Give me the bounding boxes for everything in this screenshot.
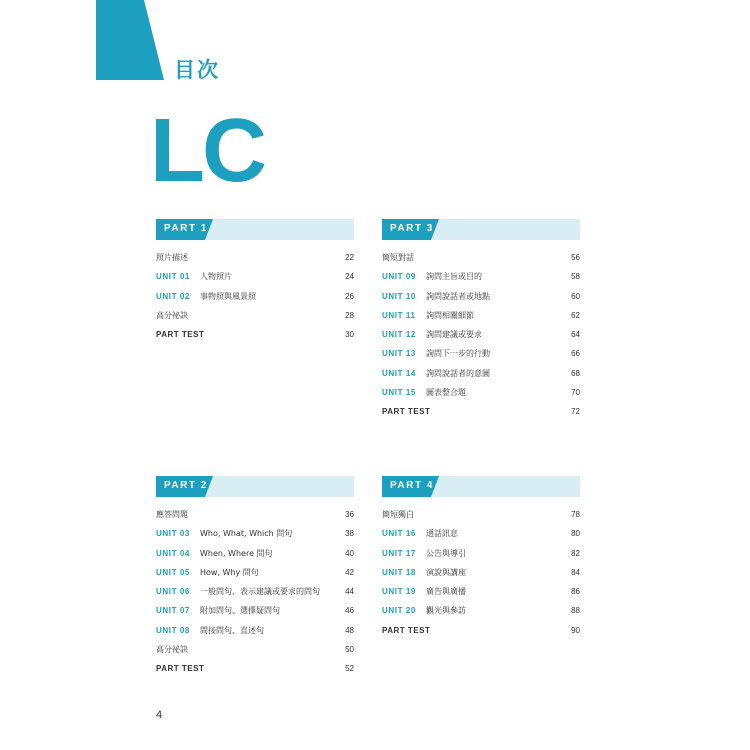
entry-page: 22 (345, 253, 354, 262)
toc-entry[interactable] (156, 605, 354, 624)
toc-entry[interactable] (156, 567, 354, 586)
toc-entry[interactable] (382, 387, 580, 406)
entry-title: 廣告與廣播 (426, 587, 466, 597)
entry-page: 50 (345, 645, 354, 655)
entry-page: 44 (345, 587, 354, 597)
entry-title: 詢問相關細節 (426, 310, 474, 320)
entry-title: How, Why 問句 (200, 567, 259, 577)
entry-title: 附加問句、選擇疑問句 (200, 606, 280, 616)
part-label: PART 4 (390, 480, 434, 491)
part-header (156, 476, 354, 497)
toc-entry[interactable] (382, 271, 580, 290)
part-header (156, 219, 354, 240)
section-part-1 (156, 219, 354, 348)
toc-entry[interactable] (382, 567, 580, 586)
toc-entry[interactable] (156, 271, 354, 290)
entry-page: 80 (571, 529, 580, 539)
toc-entry[interactable] (382, 605, 580, 624)
entry-page: 26 (345, 291, 354, 301)
entry-title: When, Where 問句 (200, 548, 273, 558)
part-label: PART 1 (164, 223, 208, 234)
entry-title: 詢問主旨或目的 (426, 272, 482, 282)
toc-entry[interactable] (382, 586, 580, 605)
page-number: 4 (156, 709, 163, 721)
part-header (382, 219, 580, 240)
toc-entry[interactable] (156, 625, 354, 644)
entry-page: 30 (345, 330, 354, 340)
toc-entry[interactable] (156, 586, 354, 605)
toc-entry[interactable] (382, 348, 580, 367)
toc-entry[interactable] (382, 329, 580, 348)
unit-number: UNIT 07 (156, 606, 190, 616)
entry-title: 公告與導引 (426, 548, 466, 558)
unit-number: UNIT 08 (156, 625, 190, 635)
entry-title: 詢問說話者的意圖 (426, 368, 490, 378)
unit-number: UNIT 10 (382, 291, 416, 301)
entry-title: 詢問建議或要求 (426, 330, 482, 340)
unit-number: UNIT 03 (156, 529, 190, 539)
toc-entry[interactable] (156, 528, 354, 547)
entry-page: 86 (571, 587, 580, 597)
entry-page: 24 (345, 272, 354, 282)
entry-title: PART TEST (156, 330, 205, 340)
entry-page: 38 (345, 529, 354, 539)
unit-number: UNIT 19 (382, 587, 416, 597)
entry-title: 應答問題 (156, 510, 188, 519)
unit-number: UNIT 16 (382, 529, 416, 539)
entry-page: 90 (571, 625, 580, 635)
unit-number: UNIT 04 (156, 548, 190, 558)
entry-title: 圖表整合題 (426, 388, 466, 398)
toc-entry[interactable] (156, 663, 354, 682)
entry-title: 高分祕訣 (156, 645, 188, 655)
entry-page: 82 (571, 548, 580, 558)
toc-title: 目次 (174, 58, 220, 82)
entry-page: 48 (345, 625, 354, 635)
toc-entry[interactable] (156, 548, 354, 567)
toc-entry[interactable] (156, 329, 354, 348)
entry-page: 60 (571, 291, 580, 301)
unit-number: UNIT 14 (382, 368, 416, 378)
entry-title: PART TEST (382, 407, 431, 417)
unit-number: UNIT 17 (382, 548, 416, 558)
toc-entry[interactable] (382, 548, 580, 567)
unit-number: UNIT 05 (156, 567, 190, 577)
entry-page: 78 (571, 510, 580, 519)
toc-entry[interactable] (382, 310, 580, 329)
entry-page: 42 (345, 567, 354, 577)
unit-number: UNIT 12 (382, 330, 416, 340)
part-label: PART 2 (164, 480, 208, 491)
part-label: PART 3 (390, 223, 434, 234)
section-part-3 (382, 219, 580, 426)
entry-title: Who, What, Which 問句 (200, 529, 293, 539)
toc-entry[interactable] (382, 406, 580, 425)
unit-number: UNIT 06 (156, 587, 190, 597)
toc-entry[interactable] (382, 509, 580, 528)
entry-page: 88 (571, 606, 580, 616)
entry-page: 52 (345, 664, 354, 674)
entry-title: 通話訊息 (426, 529, 458, 539)
entry-page: 66 (571, 349, 580, 359)
entry-title: 簡短對話 (382, 253, 414, 262)
toc-entry[interactable] (382, 291, 580, 310)
entry-title: PART TEST (156, 664, 205, 674)
entry-title: 高分祕訣 (156, 310, 188, 320)
entry-title: 事物照與風景照 (200, 291, 256, 301)
unit-number: UNIT 13 (382, 349, 416, 359)
entry-page: 56 (571, 253, 580, 262)
entry-title: 間接問句、直述句 (200, 625, 264, 635)
section-part-2 (156, 476, 354, 683)
entry-page: 36 (345, 510, 354, 519)
entry-page: 72 (571, 407, 580, 417)
part-header (382, 476, 580, 497)
section-part-4 (382, 476, 580, 644)
entry-title: 人物照片 (200, 272, 232, 282)
unit-number: UNIT 18 (382, 567, 416, 577)
toc-entry[interactable] (156, 509, 354, 528)
entry-page: 46 (345, 606, 354, 616)
entry-page: 70 (571, 388, 580, 398)
toc-entry[interactable] (382, 368, 580, 387)
toc-entry[interactable] (156, 252, 354, 271)
unit-number: UNIT 11 (382, 310, 416, 320)
entry-page: 62 (571, 310, 580, 320)
unit-number: UNIT 15 (382, 388, 416, 398)
entry-title: PART TEST (382, 625, 431, 635)
entry-page: 68 (571, 368, 580, 378)
entry-page: 84 (571, 567, 580, 577)
entry-page: 28 (345, 310, 354, 320)
unit-number: UNIT 01 (156, 272, 190, 282)
entry-title: 一般問句、表示建議或要求的問句 (200, 587, 320, 597)
toc-entry[interactable] (156, 310, 354, 329)
toc-entry[interactable] (382, 252, 580, 271)
unit-number: UNIT 02 (156, 291, 190, 301)
entry-title: 詢問下一步的行動 (426, 349, 490, 359)
section-title-lc: LC (150, 101, 264, 201)
unit-number: UNIT 09 (382, 272, 416, 282)
entry-title: 觀光與參訪 (426, 606, 466, 616)
entry-page: 64 (571, 330, 580, 340)
unit-number: UNIT 20 (382, 606, 416, 616)
entry-page: 58 (571, 272, 580, 282)
corner-decoration (0, 0, 170, 80)
toc-entry[interactable] (156, 644, 354, 663)
toc-entry[interactable] (382, 528, 580, 547)
entry-title: 詢問說話者或地點 (426, 291, 490, 301)
entry-page: 40 (345, 548, 354, 558)
entry-title: 照片描述 (156, 253, 188, 262)
toc-entry[interactable] (156, 291, 354, 310)
entry-title: 演說與講座 (426, 567, 466, 577)
entry-title: 簡短獨白 (382, 510, 414, 519)
toc-entry[interactable] (382, 625, 580, 644)
